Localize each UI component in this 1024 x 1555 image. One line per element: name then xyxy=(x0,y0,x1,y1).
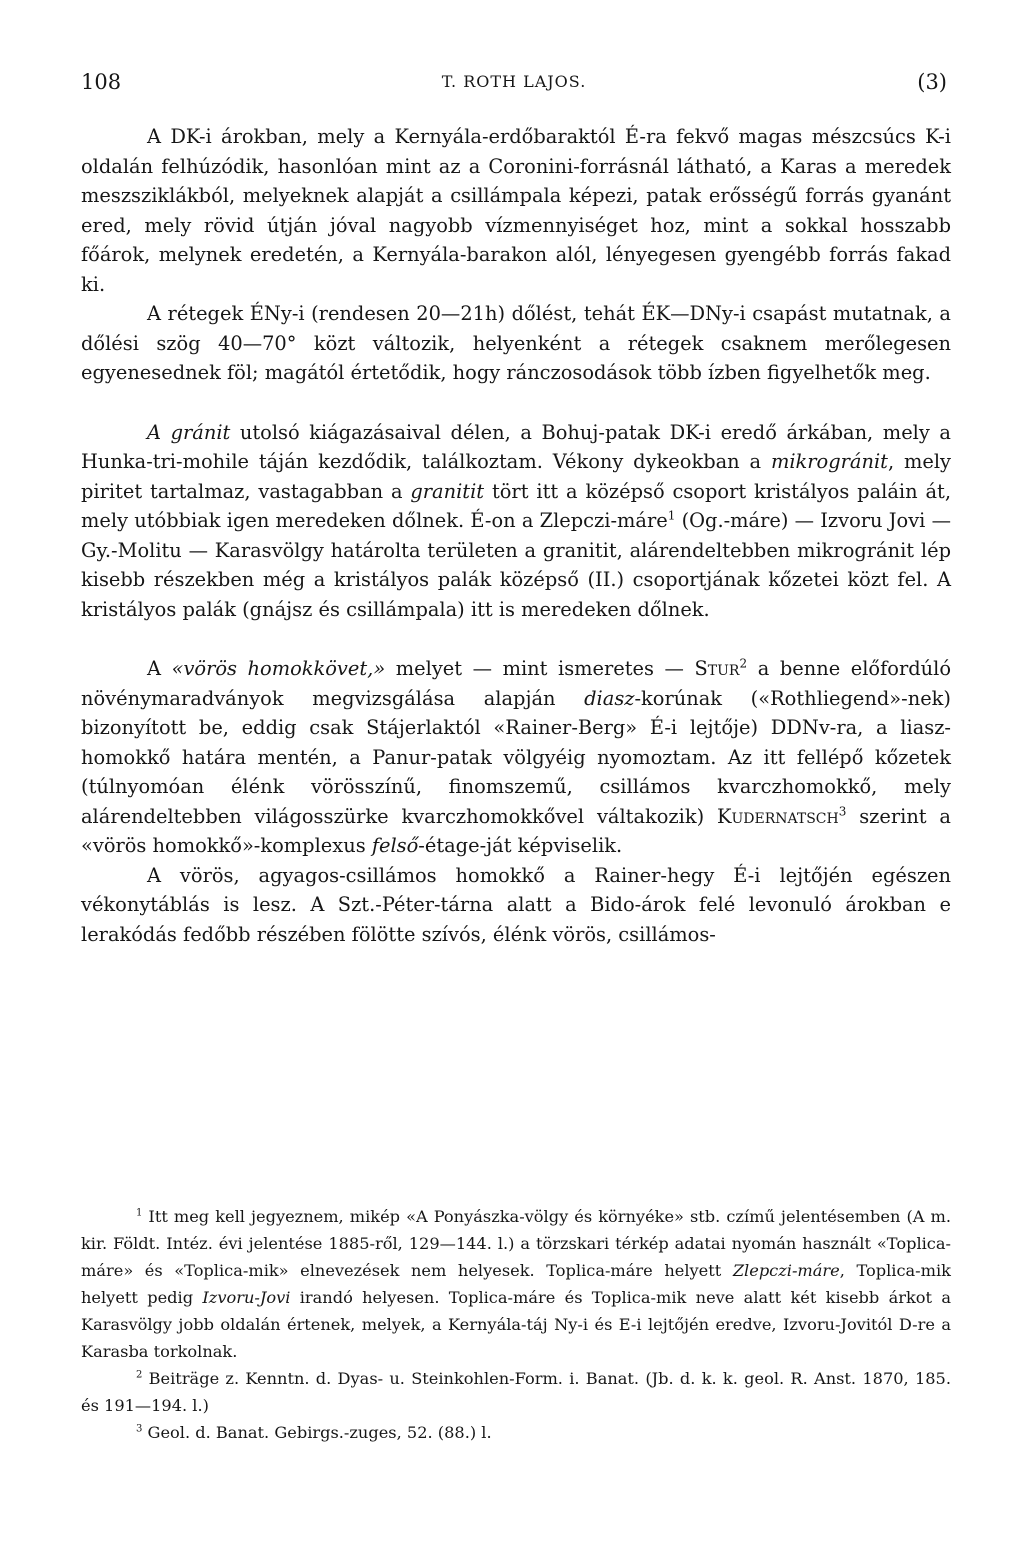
felso-term: felső xyxy=(371,834,419,857)
footnote-1-text-b: , Toplica-mik helyett pedig xyxy=(81,1261,951,1307)
footnote-1-text-c: irandó helyesen. Toplica-máre és Toplica-mik neve alatt két kisebb árkot a Karasvölgy jobb oldalán értenek, melyek, a Kernyála-táj Ny-i és E-i lejtőjén eredve, Izvoru-Jovitól D-re a Karasba torkolnak. xyxy=(81,1288,951,1361)
paragraph-4-text-b: melyet — mint ismeretes — xyxy=(385,657,695,680)
paragraph-4 xyxy=(81,654,951,861)
footnote-ref-1: 1 xyxy=(667,508,676,523)
footnote-2-mark: 2 xyxy=(136,1369,143,1381)
footnote-3-mark: 3 xyxy=(136,1423,143,1435)
main-text xyxy=(81,122,951,949)
section-number: (3) xyxy=(917,70,947,94)
red-sandstone-term: «vörös homokkövet,» xyxy=(171,657,386,680)
paragraph-4-text-a: A xyxy=(147,657,172,680)
footnote-1-em-1: Zlepczi-máre xyxy=(732,1261,840,1280)
footnote-1 xyxy=(81,1203,951,1365)
microgranite-term: mikrogránit xyxy=(770,450,888,473)
dias-term: diasz xyxy=(584,686,635,710)
footnote-3 xyxy=(81,1419,951,1446)
paragraph-3 xyxy=(81,418,951,625)
paragraph-3-text-a: utolsó kiágazásaival délen, a Bohuj-patak DK-i eredő árkában, mely a Hunka-tri-mohile táján kezdődik, találkoztam. Vékony dykeokban a xyxy=(81,420,951,473)
footnote-ref-2: 2 xyxy=(739,656,748,671)
footnotes xyxy=(81,1203,951,1446)
footnote-2-text: Beiträge z. Kenntn. d. Dyas- u. Steinkohlen-Form. i. Banat. (Jb. d. k. k. geol. R. Anst. 1870, 185. és 191—194. l.) xyxy=(81,1369,951,1415)
page-header xyxy=(81,66,947,98)
footnote-1-text-a: Itt meg kell jegyeznem, mikép «A Ponyászka-völgy és környéke» stb. czímű jelentésemben (A m. kir. Földt. Intéz. évi jelentése 1885-ről, 129—144. l.) a törzskari térkép adatai nyomán használt «Toplica-máre» és «Toplica-mik» elnevezések nem helyesek. Toplica-máre helyett xyxy=(81,1207,951,1280)
author-stur: Stur xyxy=(694,657,740,680)
footnote-1-mark: 1 xyxy=(136,1207,143,1219)
footnote-1-em-2: Izvoru-Jovi xyxy=(202,1288,291,1307)
granitite-term: granitit xyxy=(410,479,485,503)
paragraph-1: A DK-i árokban, mely a Kernyála-erdőbaraktól É-ra fekvő magas mészcsúcs K-i oldalán felhúzódik, hasonlóan mint az a Coronini-forrásnál látható, a Karas a meredek meszsziklákból, melyeknek alapját a csillámpala képezi, patak erősségű forrás gyanánt ered, mely rövid útján jóval nagyobb vízmennyiséget hoz, mint a sokkal hosszabb főárok, melynek eredetén, a Kernyála-barakon alól, lényegesen gyengébb forrás fakad ki. xyxy=(81,125,951,296)
footnote-2 xyxy=(81,1365,951,1419)
paragraph-3-text-c: tört itt a középső csoport kristályos paláin át, mely utóbbiak igen meredeken dőlnek. É-on a Zlepczi-máre xyxy=(81,479,951,532)
paragraph-4-text-f: -étage-ját képviselik. xyxy=(418,834,623,857)
author-kudernatsch: Kudernatsch xyxy=(717,804,839,828)
page-number: 108 xyxy=(81,70,122,94)
paragraph-3-text-b: , mely piritet tartalmaz, vastagabban a xyxy=(81,450,951,503)
paragraph-4-text-c: a benne előfordúló növénymaradványok megvizsgálása alapján xyxy=(81,657,951,710)
paragraph-4-text-e: szerint a «vörös homokkő»-komplexus xyxy=(81,804,951,857)
granite-heading-text: A gránit xyxy=(147,420,231,444)
paragraph-5: A vörös, agyagos-csillámos homokkő a Rainer-hegy É-i lejtőjén egészen vékonytáblás is lesz. A Szt.-Péter-tárna alatt a Bido-árok felé levonuló árokban e lerakódás fedőbb részében fölötte szívós, élénk vörös, csillámos- xyxy=(81,863,951,946)
footnote-ref-3: 3 xyxy=(838,804,847,819)
paragraph-4-text-d: -korúnak («Rothliegend»-nek) bizonyított be, eddig csak Stájerlaktól «Rainer-Berg» É-i lejtője) DDNv-ra, a liasz-homokkő határa mentén, a Panur-patak völgyéig nyomoztam. Az itt fellépő kőzetek (túlnyomóan élénk vörösszínű, finomszemű, csillámos kvarczhomokkő, mely alárendeltebben világosszürke kvarczhomokkővel váltakozik) xyxy=(81,686,951,828)
running-title: T. ROTH LAJOS. xyxy=(441,72,587,91)
footnote-3-text: Geol. d. Banat. Gebirgs.-zuges, 52. (88.) l. xyxy=(142,1423,492,1442)
paragraph-3-text-d: (Og.-máre) — Izvoru Jovi — Gy.-Molitu — Karasvölgy határolta területen a granitit, alárendeltebben mikrogránit lép kisebb részekben még a kristályos palák középső (II.) csoportjának kőzetei közt fel. A kristályos palák (gnájsz és csillámpala) itt is meredeken dőlnek. xyxy=(81,509,951,621)
paragraph-2: A rétegek ÉNy-i (rendesen 20—21h) dőlést, tehát ÉK—DNy-i csapást mutatnak, a dőlési szög 40—70° közt változik, helyenként a rétegek csaknem merőlegesen egyenesednek föl; magától értetődik, hogy ránczosodások több ízben figyelhetők meg. xyxy=(81,302,951,384)
